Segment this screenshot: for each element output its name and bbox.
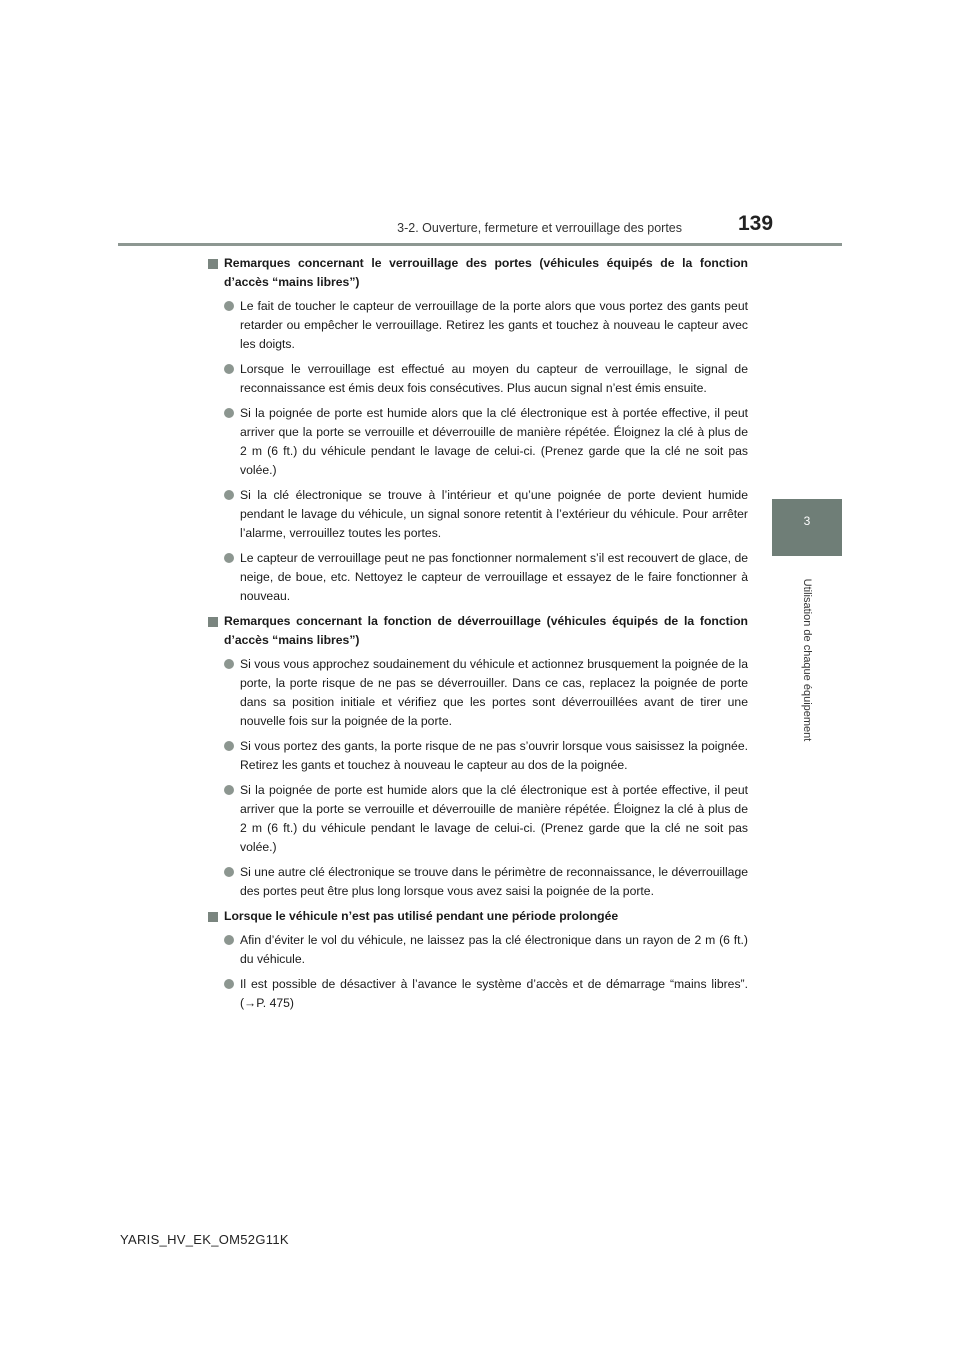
circle-bullet-icon [224, 301, 234, 311]
list-item [224, 737, 748, 775]
square-bullet-icon [208, 259, 218, 269]
circle-bullet-icon [224, 490, 234, 500]
square-bullet-icon [208, 617, 218, 627]
circle-bullet-icon [224, 867, 234, 877]
list-item [224, 975, 748, 1013]
circle-bullet-icon [224, 553, 234, 563]
section-unlock-notes [208, 612, 748, 901]
section-heading-text: Remarques concernant le verrouillage des portes (véhicules équipés de la fonction d’accès “mains libres”) [224, 256, 748, 289]
list-item [224, 486, 748, 543]
document-code: YARIS_HV_EK_OM52G11K [120, 1232, 289, 1247]
page-number: 139 [738, 212, 774, 235]
section-lock-notes [208, 254, 748, 606]
circle-bullet-icon [224, 979, 234, 989]
section-long-term-parking [208, 907, 748, 1013]
bullet-list [208, 931, 748, 1013]
list-item [224, 655, 748, 731]
circle-bullet-icon [224, 741, 234, 751]
list-item-text: Lorsque le verrouillage est effectué au moyen du capteur de verrouillage, le signal de reconnaissance est émis deux fois consécutives. Plus aucun signal n’est émis ensuite. [240, 362, 748, 395]
list-item-text: Il est possible de désactiver à l’avance le système d’accès et de démarrage “mains libres”. (→P. 475) [240, 977, 748, 1010]
list-item-text: Si vous portez des gants, la porte risque de ne pas s’ouvrir lorsque vous saisissez la poignée. Retirez les gants et touchez à nouveau le capteur au dos de la poignée. [240, 739, 748, 772]
bullet-list [208, 655, 748, 901]
list-item [224, 404, 748, 480]
circle-bullet-icon [224, 785, 234, 795]
list-item [224, 781, 748, 857]
list-item-text: Si vous vous approchez soudainement du véhicule et actionnez brusquement la poignée de la porte, la porte risque de ne pas se déverrouiller. Dans ce cas, replacez la poignée de porte dans sa position initiale et vérifiez que les portes sont déverrouillées avant de tirer une nouvelle fois sur la poignée de la porte. [240, 657, 748, 728]
list-item-text: Afin d’éviter le vol du véhicule, ne laissez pas la clé électronique dans un rayon de 2 m (6 ft.) du véhicule. [240, 933, 748, 966]
header-divider [118, 243, 842, 246]
section-heading [208, 254, 748, 292]
list-item-text: Le fait de toucher le capteur de verrouillage de la porte alors que vous portez des gants peut retarder ou empêcher le verrouillage. Retirez les gants et touchez à nouveau le capteur avec les doigts. [240, 299, 748, 351]
section-heading-text: Remarques concernant la fonction de déverrouillage (véhicules équipés de la fonction d’accès “mains libres”) [224, 614, 748, 647]
list-item-text: Si la clé électronique se trouve à l’intérieur et qu’une poignée de porte devient humide pendant le lavage du véhicule, un signal sonore retentit à l’extérieur du véhicule. Pour arrêter l’alarme, verrouillez toutes les portes. [240, 488, 748, 540]
chapter-title: Utilisation de chaque équipement [801, 578, 813, 742]
list-item-text: Si la poignée de porte est humide alors que la clé électronique est à portée effective, il peut arriver que la porte se verrouille et déverrouille de manière répétée. Éloignez la clé à plus de 2 m (6 ft.) du véhicule pendant le lavage de celui-ci. (Prenez garde que la clé ne soit pas volée.) [240, 406, 748, 477]
circle-bullet-icon [224, 659, 234, 669]
circle-bullet-icon [224, 364, 234, 374]
list-item [224, 297, 748, 354]
section-title: 3-2. Ouverture, fermeture et verrouillage des portes [397, 221, 682, 235]
square-bullet-icon [208, 912, 218, 922]
list-item-text: Si la poignée de porte est humide alors que la clé électronique est à portée effective, il peut arriver que la porte se verrouille et déverrouille de manière répétée. Éloignez la clé à plus de 2 m (6 ft.) du véhicule pendant le lavage de celui-ci. (Prenez garde que la clé ne soit pas volée.) [240, 783, 748, 854]
list-item-text: Si une autre clé électronique se trouve dans le périmètre de reconnaissance, le déverrouillage des portes peut être plus long lorsque vous avez saisi la poignée de la porte. [240, 865, 748, 898]
list-item [224, 360, 748, 398]
chapter-number: 3 [803, 514, 811, 528]
list-item [224, 549, 748, 606]
bullet-list [208, 297, 748, 606]
page-content [208, 254, 748, 1019]
circle-bullet-icon [224, 935, 234, 945]
section-heading [208, 612, 748, 650]
section-heading-text: Lorsque le véhicule n’est pas utilisé pendant une période prolongée [224, 909, 619, 923]
list-item [224, 863, 748, 901]
list-item-text: Le capteur de verrouillage peut ne pas fonctionner normalement s’il est recouvert de glace, de neige, de boue, etc. Nettoyez le capteur de verrouillage et essayez de le faire fonctionner à nouveau. [240, 551, 748, 603]
list-item [224, 931, 748, 969]
section-heading [208, 907, 748, 926]
circle-bullet-icon [224, 408, 234, 418]
